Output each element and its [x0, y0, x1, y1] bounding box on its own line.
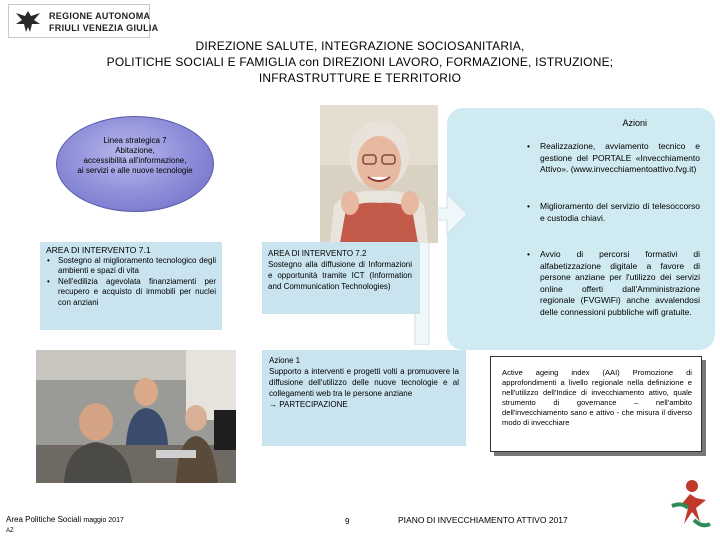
page-number: 9: [345, 517, 350, 526]
computer-class-photo: [36, 350, 236, 483]
area-7-2-text: Sostegno alla diffusione di Informazioni e opportunità tramite ICT (Information and Communication Technologies): [268, 260, 412, 291]
arrow-right-icon: →: [269, 400, 280, 409]
action-item-digital-literacy-text: Avvio di percorsi formativi di alfabetizzazione digitale a favore di persone anziane per l'utilizzo dei servizi online offerti dall'Amministrazione regionale (FVGWiFi) anche avvalendosi delle connessioni pubbliche wifi gratuite.: [540, 249, 700, 317]
action-item-telesoccorso: • Miglioramento del servizio di telesoccorso e custodia chiavi.: [527, 201, 700, 223]
strategic-line-4: ai servizi e alle nuove tecnologie: [77, 166, 193, 175]
azione-1-title: Azione 1: [269, 356, 301, 365]
action-item-telesoccorso-text: Miglioramento del servizio di telesoccorso e custodia chiavi.: [540, 201, 700, 223]
area-7-1-content: [46, 245, 216, 308]
strategic-line-text: [62, 136, 208, 176]
azione-1-link: [269, 399, 459, 410]
region-logo: [8, 4, 159, 38]
logo-line-2: FRIULI VENEZIA GIULIA: [49, 23, 159, 33]
area-7-2-title: AREA DI INTERVENTO 7.2: [268, 249, 367, 258]
area-7-1-bullet-1: • Sostegno al miglioramento tecnologico degli ambienti e spazi di vita: [47, 255, 216, 275]
title-line-2: POLITICHE SOCIALI E FAMIGLIA con DIREZIONI LAVORO, FORMAZIONE, ISTRUZIONE;: [106, 55, 614, 69]
page-title: [40, 38, 680, 86]
elderly-woman-photo: [320, 105, 438, 243]
footer-title: PIANO DI INVECCHIAMENTO ATTIVO 2017: [398, 515, 568, 525]
area-7-1-bullet-2: • Nell'edilizia agevolata finanziamenti per recupero e acquisto di immobili per nuclei con anziani: [47, 276, 216, 307]
footer-area-name: Area Politiche Sociali: [6, 515, 82, 524]
footer-date: maggio 2017: [83, 517, 124, 524]
actions-title: Azioni: [622, 118, 647, 128]
aai-text: Active ageing index (AAI) Promozione di approfondimenti a livello regionale nella definizione e nell'utilizzo dell'Indice di invecchiamento attivo, quale strumento di governance – nell'ambito dell'invecchiamento sano e attivo - che misura il diverso modo di invecchiare: [502, 368, 692, 427]
area-7-1-bullet-2-text: Nell'edilizia agevolata finanziamenti per recupero e acquisto di immobili per nuclei con anziani: [58, 276, 216, 307]
strategic-line-title: Linea strategica 7: [103, 136, 167, 145]
area-7-1-bullet-1-text: Sostegno al miglioramento tecnologico degli ambienti e spazi di vita: [58, 255, 216, 275]
title-line-1: DIREZIONE SALUTE, INTEGRAZIONE SOCIOSANITARIA,: [195, 39, 525, 53]
area-7-2-content: [268, 248, 412, 292]
azione-1-content: [269, 355, 459, 410]
strategic-line-3: accessibilità all'informazione,: [83, 156, 187, 165]
action-item-digital-literacy: • Avvio di percorsi formativi di alfabetizzazione digitale a favore di persone anziane per l'utilizzo dei servizi online offerti dall'Amministrazione regionale (FVGWiFi) anche avvalendosi delle connessioni pubbliche wifi gratuite.: [527, 249, 700, 317]
strategic-line-2: Abitazione,: [115, 146, 155, 155]
footer-author: AZ: [6, 528, 14, 534]
action-item-portal-text: Realizzazione, avviamento tecnico e gestione del PORTALE «Invecchiamento Attivo». (www.invecchiamentoattivo.fvg.it): [540, 141, 700, 174]
logo-line-1: REGIONE AUTONOMA: [49, 11, 151, 21]
footer-area: [6, 515, 124, 524]
eagle-icon: [13, 8, 43, 35]
runner-logo-icon: [666, 476, 714, 532]
area-7-1-title: AREA DI INTERVENTO 7.1: [46, 245, 151, 255]
azione-1-text: Supporto a interventi e progetti volti a promuovere la diffusione dell'utilizzo delle nuove tecnologie e al collegamenti web tra le persone anziane: [269, 367, 459, 398]
azione-1-link-text: PARTECIPAZIONE: [279, 400, 348, 409]
action-item-portal: • Realizzazione, avviamento tecnico e gestione del PORTALE «Invecchiamento Attivo». (www.invecchiamentoattivo.fvg.it): [527, 141, 700, 174]
title-line-3: INFRASTRUTTURE E TERRITORIO: [258, 71, 462, 85]
